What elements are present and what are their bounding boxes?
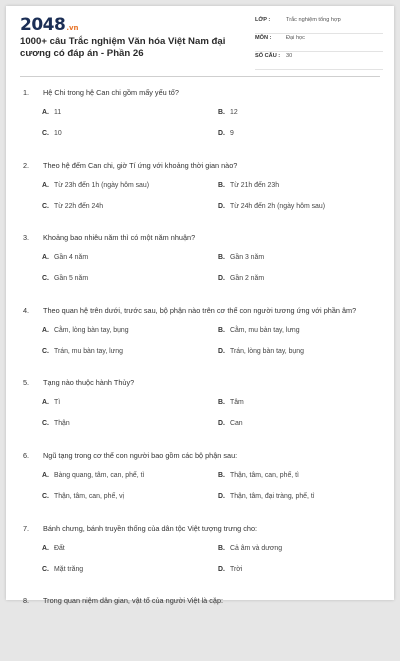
option-text: Cả âm và dương [230,544,283,552]
option-d[interactable] [218,275,264,282]
option-d[interactable] [218,420,243,427]
option-text: 12 [230,109,238,116]
option-letter: B. [218,399,225,407]
option-b[interactable] [218,399,244,406]
option-c[interactable] [42,203,103,210]
option-b[interactable] [218,327,300,334]
option-text: Từ 23h đến 1h (ngày hôm sau) [54,181,150,189]
option-letter: C. [42,202,49,210]
option-text: Gần 5 năm [54,275,89,283]
option-letter: D. [218,492,225,500]
option-text: Tì [54,399,61,407]
meta-row-class [255,17,383,34]
question-item [6,153,394,226]
option-letter: C. [42,565,49,573]
question-text: Bánh chưng, bánh truyền thống của dân tộc Việt tượng trưng cho: [43,523,258,533]
option-c[interactable] [42,130,62,137]
option-letter: A. [42,109,49,116]
meta-value: Trắc nghiệm tổng hợp [286,17,341,23]
question-list [6,80,394,661]
question-item [6,298,394,371]
option-letter: B. [218,254,225,262]
option-b[interactable] [218,545,282,552]
option-a[interactable] [42,327,129,334]
meta-label: LỚP : [255,17,271,23]
option-a[interactable] [42,545,65,552]
question-text: Hệ Chi trong hệ Can chi gồm mấy yếu tố? [43,88,179,97]
site-logo[interactable] [20,15,79,35]
option-text: 11 [54,109,62,116]
question-number: 7. [23,523,30,533]
question-number: 1. [23,88,30,97]
option-letter: D. [218,202,225,210]
meta-label: MÔN : [255,35,272,41]
meta-label: SỐ CÂU : [255,53,281,59]
option-text: Thận [54,420,70,428]
option-d[interactable] [218,566,242,573]
option-letter: C. [42,275,49,283]
option-d[interactable] [218,203,325,210]
question-number: 4. [23,305,30,315]
question-text: Ngũ tạng trong cơ thể con người bao gồm các bộ phận sau: [43,450,238,460]
option-text: Gần 3 năm [230,254,265,262]
option-d[interactable] [218,348,304,355]
option-letter: C. [42,130,49,137]
option-b[interactable] [218,472,299,479]
header [6,6,394,70]
question-text: Theo quan hệ trên dưới, trước sau, bộ phận nào trên cơ thể con người tương ứng với phần âm? [43,305,357,315]
question-text: Theo hệ đếm Can chi, giờ Tí ứng với khoảng thời gian nào? [43,160,238,170]
option-b[interactable] [218,254,264,261]
option-letter: C. [42,347,49,355]
option-b[interactable] [218,109,238,116]
page-title: 1000+ câu Trắc nghiệm Văn hóa Việt Nam đại cương có đáp án - Phần 26 [20,36,226,59]
option-text: Trán, lòng bàn tay, bụng [230,347,304,355]
option-letter: B. [218,181,225,189]
question-number: 6. [23,450,30,460]
option-letter: A. [42,544,49,552]
option-c[interactable] [42,493,124,500]
question-text: Khoảng bao nhiêu năm thì có một năm nhuận? [43,233,196,243]
option-letter: C. [42,420,49,428]
option-text: Thận, tâm, đại tràng, phế, tì [230,492,315,500]
question-number: 8. [23,596,30,606]
option-a[interactable] [42,182,149,189]
option-c[interactable] [42,566,83,573]
meta-value: 30 [286,53,293,59]
option-text: Thận, tâm, can, phế, tì [230,471,299,479]
question-item [6,516,394,589]
option-text: Cằm, lòng bàn tay, bụng [54,326,129,334]
option-text: Đất [54,544,65,552]
option-c[interactable] [42,348,123,355]
option-letter: B. [218,544,225,552]
meta-value: Đại học [286,35,305,41]
option-letter: A. [42,471,49,479]
option-text: Thận, tâm, can, phế, vị [54,492,125,500]
option-text: Tâm [230,399,244,407]
option-text: Gần 4 năm [54,254,89,262]
option-a[interactable] [42,109,61,116]
meta-row-subject [255,35,383,52]
question-number: 3. [23,233,30,243]
logo-main: 2048 [20,15,66,35]
option-letter: B. [218,326,225,334]
option-text: 10 [54,130,62,137]
option-a[interactable] [42,254,88,261]
option-letter: D. [218,275,225,283]
option-text: Trời [230,565,243,573]
option-text: 9 [230,130,234,137]
question-item [6,370,394,443]
question-item [6,443,394,516]
meta-info [255,17,383,71]
option-letter: A. [42,254,49,262]
question-text: Trong quan niệm dân gian, vật tổ của người Việt là cặp: [43,596,224,606]
option-d[interactable] [218,493,315,500]
option-letter: D. [218,130,225,137]
question-item [6,225,394,298]
question-text: Tạng nào thuộc hành Thủy? [43,378,135,388]
option-text: Từ 22h đến 24h [54,202,104,210]
question-item [6,588,394,661]
option-text: Từ 24h đến 2h (ngày hôm sau) [230,202,326,210]
option-letter: D. [218,565,225,573]
logo-suffix: .vn [66,24,79,32]
option-letter: B. [218,109,225,116]
question-item [6,80,394,153]
question-number: 5. [23,378,30,388]
option-text: Bàng quang, tâm, can, phế, tì [54,471,145,479]
option-letter: A. [42,326,49,334]
option-text: Cằm, mu bàn tay, lưng [230,326,300,334]
option-text: Gần 2 năm [230,275,265,283]
worksheet-page [6,6,394,606]
option-c[interactable] [42,275,88,282]
option-b[interactable] [218,182,279,189]
option-letter: A. [42,399,49,407]
option-letter: D. [218,347,225,355]
meta-row-count [255,53,383,70]
option-text: Từ 21h đến 23h [230,181,280,189]
option-text: Trán, mu bàn tay, lưng [54,347,123,355]
option-letter: D. [218,420,225,428]
option-d[interactable] [218,130,234,137]
option-c[interactable] [42,420,70,427]
option-letter: A. [42,181,49,189]
question-number: 2. [23,160,30,170]
header-divider [20,76,380,77]
option-letter: B. [218,471,225,479]
option-a[interactable] [42,399,60,406]
option-text: Can [230,420,243,428]
option-letter: C. [42,492,49,500]
option-text: Mặt trăng [54,565,84,573]
option-a[interactable] [42,472,144,479]
